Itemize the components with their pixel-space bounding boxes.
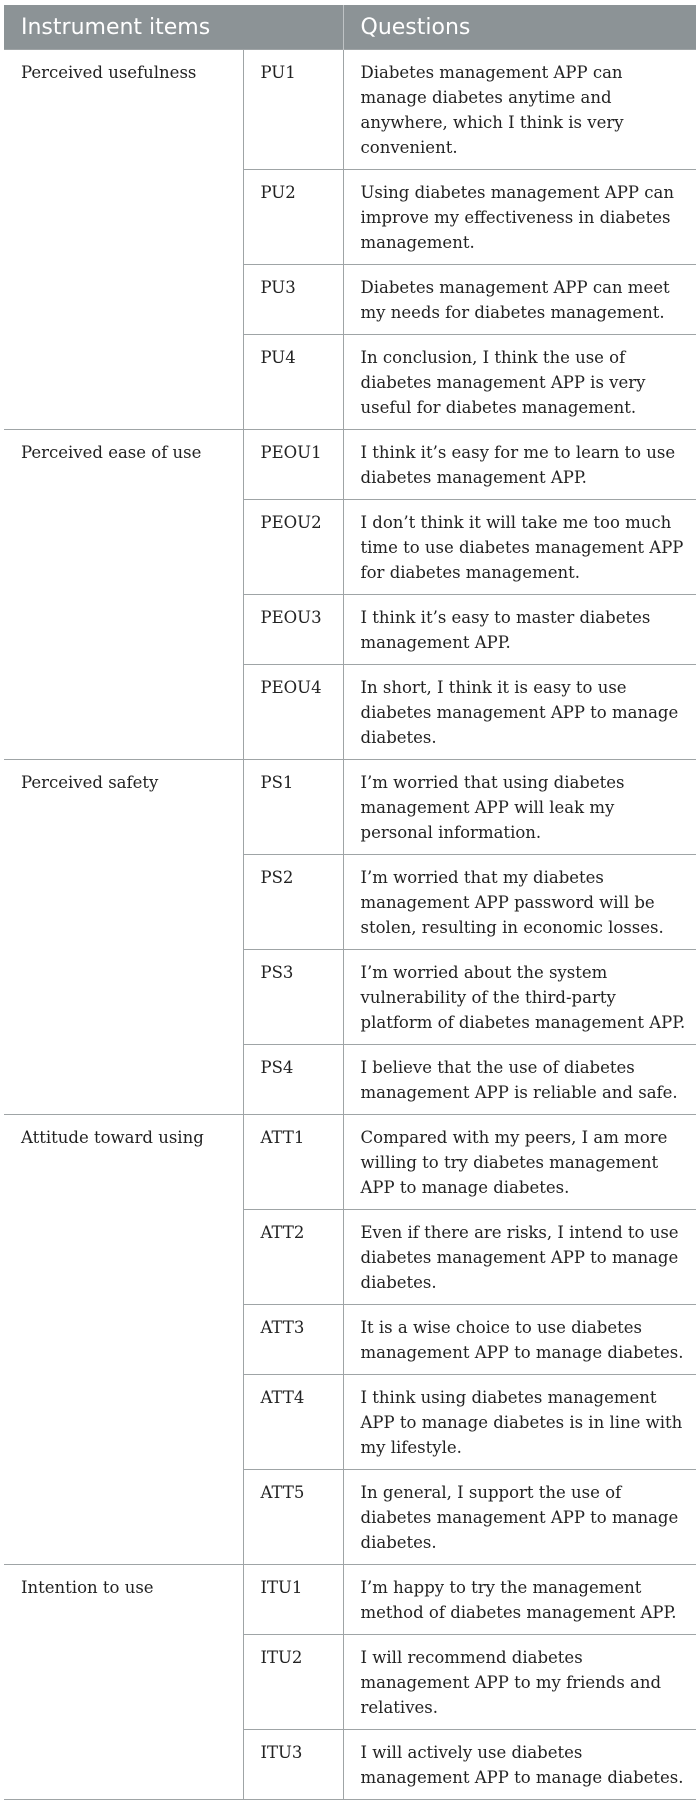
header-row bbox=[4, 5, 696, 50]
item-code: PU3 bbox=[243, 265, 343, 335]
instrument-table bbox=[4, 5, 696, 1800]
item-code: PS4 bbox=[243, 1045, 343, 1115]
item-code: ATT1 bbox=[243, 1115, 343, 1210]
item-code: ATT4 bbox=[243, 1375, 343, 1470]
construct-label: Perceived ease of use bbox=[4, 430, 243, 760]
header-instrument-items: Instrument items bbox=[4, 5, 343, 50]
item-code: PEOU4 bbox=[243, 665, 343, 760]
item-question: In short, I think it is easy to use diabetes management APP to manage diabetes. bbox=[343, 665, 696, 760]
item-code: ATT2 bbox=[243, 1210, 343, 1305]
item-question: I’m worried about the system vulnerability of the third-party platform of diabetes management APP. bbox=[343, 950, 696, 1045]
item-question: I’m worried that using diabetes management APP will leak my personal information. bbox=[343, 760, 696, 855]
table-row bbox=[4, 1115, 696, 1210]
item-question: I think using diabetes management APP to manage diabetes is in line with my lifestyle. bbox=[343, 1375, 696, 1470]
item-question: It is a wise choice to use diabetes management APP to manage diabetes. bbox=[343, 1305, 696, 1375]
item-question: Diabetes management APP can meet my needs for diabetes management. bbox=[343, 265, 696, 335]
item-question: I believe that the use of diabetes management APP is reliable and safe. bbox=[343, 1045, 696, 1115]
item-code: PEOU3 bbox=[243, 595, 343, 665]
item-code: ITU3 bbox=[243, 1730, 343, 1800]
item-question: Even if there are risks, I intend to use diabetes management APP to manage diabetes. bbox=[343, 1210, 696, 1305]
construct-label: Attitude toward using bbox=[4, 1115, 243, 1565]
item-code: PU4 bbox=[243, 335, 343, 430]
item-code: ATT5 bbox=[243, 1470, 343, 1565]
item-code: PEOU1 bbox=[243, 430, 343, 500]
item-question: I’m worried that my diabetes management APP password will be stolen, resulting in economic losses. bbox=[343, 855, 696, 950]
construct-label: Perceived usefulness bbox=[4, 50, 243, 430]
item-code: PEOU2 bbox=[243, 500, 343, 595]
table-header bbox=[4, 5, 696, 50]
item-code: ITU2 bbox=[243, 1635, 343, 1730]
item-question: I think it’s easy for me to learn to use diabetes management APP. bbox=[343, 430, 696, 500]
item-question: I’m happy to try the management method of diabetes management APP. bbox=[343, 1565, 696, 1635]
header-questions: Questions bbox=[343, 5, 696, 50]
table-body bbox=[4, 50, 696, 1800]
table-row bbox=[4, 430, 696, 500]
item-code: PU2 bbox=[243, 170, 343, 265]
construct-label: Perceived safety bbox=[4, 760, 243, 1115]
construct-label: Intention to use bbox=[4, 1565, 243, 1800]
item-code: PU1 bbox=[243, 50, 343, 170]
item-question: Compared with my peers, I am more willing to try diabetes management APP to manage diabetes. bbox=[343, 1115, 696, 1210]
item-question: I think it’s easy to master diabetes management APP. bbox=[343, 595, 696, 665]
item-question: I don’t think it will take me too much time to use diabetes management APP for diabetes management. bbox=[343, 500, 696, 595]
item-question: I will recommend diabetes management APP to my friends and relatives. bbox=[343, 1635, 696, 1730]
item-question: In conclusion, I think the use of diabetes management APP is very useful for diabetes management. bbox=[343, 335, 696, 430]
table-row bbox=[4, 50, 696, 170]
item-code: ITU1 bbox=[243, 1565, 343, 1635]
item-code: PS3 bbox=[243, 950, 343, 1045]
item-question: In general, I support the use of diabetes management APP to manage diabetes. bbox=[343, 1470, 696, 1565]
table-row bbox=[4, 760, 696, 855]
item-question: I will actively use diabetes management APP to manage diabetes. bbox=[343, 1730, 696, 1800]
item-question: Using diabetes management APP can improve my effectiveness in diabetes management. bbox=[343, 170, 696, 265]
item-question: Diabetes management APP can manage diabetes anytime and anywhere, which I think is very convenient. bbox=[343, 50, 696, 170]
item-code: PS1 bbox=[243, 760, 343, 855]
item-code: ATT3 bbox=[243, 1305, 343, 1375]
item-code: PS2 bbox=[243, 855, 343, 950]
table-row bbox=[4, 1565, 696, 1635]
